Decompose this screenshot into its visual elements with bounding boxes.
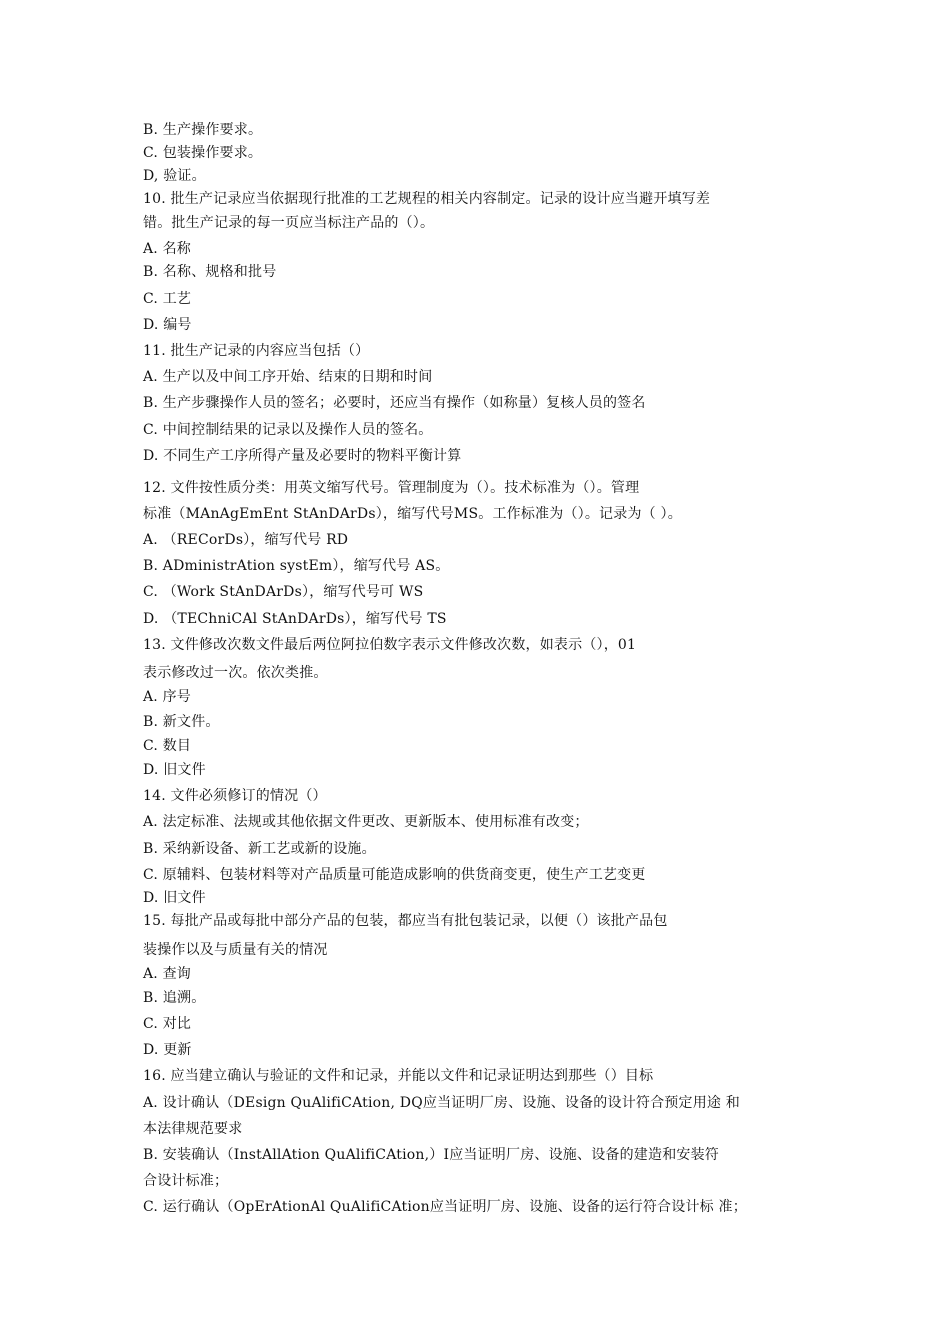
question-11: 11. 批生产记录的内容应当包括（） — [143, 343, 370, 359]
question-15-cont: 装操作以及与质量有关的情况 — [143, 942, 328, 958]
option-c: C. 对比 — [143, 1016, 192, 1032]
option-c: C. 原辅料、包装材料等对产品质量可能造成影响的供货商变更，使生产工艺变更 — [143, 867, 646, 883]
option-b: B. 生产步骤操作人员的签名；必要时，还应当有操作（如称量）复核人员的签名 — [143, 395, 646, 411]
option-b: B. 采纳新设备、新工艺或新的设施。 — [143, 841, 376, 857]
option-d: D. （TEChniCAl StAnDArDs），缩写代号 TS — [143, 611, 447, 627]
option-c: C. （Work StAnDArDs），缩写代号可 WS — [143, 584, 424, 600]
option-c: C. 包装操作要求。 — [143, 145, 263, 161]
option-d: D. 编号 — [143, 317, 192, 333]
option-a: A. 生产以及中间工序开始、结束的日期和时间 — [143, 369, 433, 385]
option-b: B. 新文件。 — [143, 714, 220, 730]
option-c: C. 工艺 — [143, 291, 192, 307]
option-d: D, 验证。 — [143, 168, 206, 184]
option-b: B. 安装确认（InstAllAtion QuAlifiCAtion,）I应当证明厂房、设施、设备的建造和安装符 — [143, 1147, 719, 1163]
option-c: C. 数目 — [143, 738, 192, 754]
question-16: 16. 应当建立确认与验证的文件和记录，并能以文件和记录证明达到那些（）目标 — [143, 1068, 654, 1084]
option-b: B. 生产操作要求。 — [143, 122, 263, 138]
option-b: B. 追溯。 — [143, 990, 206, 1006]
option-d: D. 旧文件 — [143, 890, 206, 906]
option-b-cont: 合设计标准； — [143, 1173, 229, 1189]
option-d: D. 旧文件 — [143, 762, 206, 778]
option-a: A. 设计确认（DEsign QuAlifiCAtion, DQ应当证明厂房、设施、设备的设计符合预定用途 和 — [143, 1095, 740, 1111]
question-14: 14. 文件必须修订的情况（） — [143, 788, 327, 804]
question-10-cont: 错。批生产记录的每一页应当标注产品的（）。 — [143, 215, 435, 231]
option-b: B. 名称、规格和批号 — [143, 264, 277, 280]
option-a: A. 名称 — [143, 241, 192, 257]
option-c: C. 运行确认（OpErAtionAl QuAlifiCAtion应当证明厂房、设施、设备的运行符合设计标 准； — [143, 1199, 747, 1215]
question-12: 12. 文件按性质分类：用英文缩写代号。管理制度为（）。技术标准为（）。管理 — [143, 480, 640, 496]
option-a: A. 查询 — [143, 966, 192, 982]
option-a: A. （RECorDs），缩写代号 RD — [143, 532, 349, 548]
option-c: C. 中间控制结果的记录以及操作人员的签名。 — [143, 422, 433, 438]
option-b: B. ADministrAtion systEm），缩写代号 AS。 — [143, 558, 450, 574]
question-13: 13. 文件修改次数文件最后两位阿拉伯数字表示文件修改次数，如表示（），01 — [143, 637, 637, 653]
option-a: A. 法定标准、法规或其他依据文件更改、更新版本、使用标准有改变； — [143, 814, 589, 830]
question-15: 15. 每批产品或每批中部分产品的包装，都应当有批包装记录，以便（）该批产品包 — [143, 913, 668, 929]
option-d: D. 更新 — [143, 1042, 192, 1058]
option-a-cont: 本法律规范要求 — [143, 1121, 243, 1137]
option-a: A. 序号 — [143, 689, 192, 705]
question-10: 10. 批生产记录应当依据现行批准的工艺规程的相关内容制定。记录的设计应当避开填写差 — [143, 191, 711, 207]
option-d: D. 不同生产工序所得产量及必要时的物料平衡计算 — [143, 448, 462, 464]
question-13-cont: 表示修改过一次。依次类推。 — [143, 665, 328, 681]
question-12-cont: 标准（MAnAgEmEnt StAnDArDs），缩写代号MS。工作标准为（）。记录为（ ）。 — [143, 506, 682, 522]
